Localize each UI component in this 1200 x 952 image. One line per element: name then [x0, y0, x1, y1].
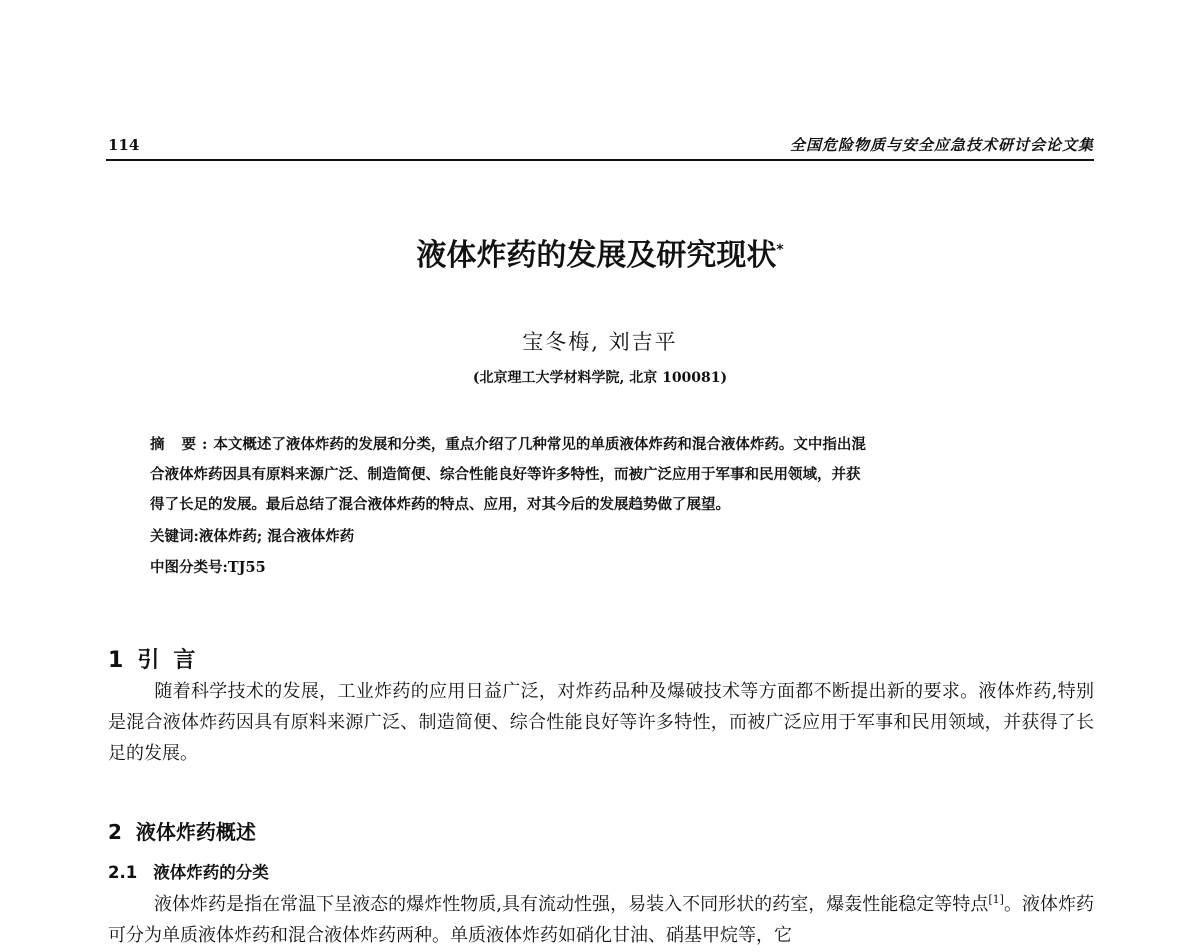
page-number: 114	[108, 136, 140, 154]
section-2-number: 2	[108, 820, 122, 844]
section-1-heading	[108, 643, 209, 674]
classification-label: 中图分类号:	[150, 559, 228, 576]
section-2-1-paragraph	[108, 884, 1094, 951]
section-2-1-paragraph-start: 液体炸药是指在常温下呈液态的爆炸性物质,具有流动性强，易装入不同形状的药室，爆轰性能稳定等特点	[154, 894, 989, 915]
abstract-line-2: 合液体炸药因具有原料来源广泛、制造简便、综合性能良好等许多特性，而被广泛应用于军事和民用领域，并获	[150, 466, 861, 483]
classification-line	[150, 551, 1055, 584]
section-1-title: 引言	[137, 648, 210, 673]
keywords-line	[150, 520, 1055, 553]
authors: 宝冬梅, 刘吉平	[522, 330, 678, 354]
abstract-block	[150, 430, 1055, 584]
classification-value: TJ55	[227, 559, 266, 576]
citation-ref[interactable]: [1]	[988, 893, 1004, 906]
title-footnote-mark: *	[776, 242, 784, 258]
section-2-1-title: 液体炸药的分类	[153, 863, 269, 882]
section-2-1-number: 2.1	[108, 863, 138, 882]
section-2-heading	[108, 816, 256, 845]
abstract-line-1	[150, 430, 1055, 460]
section-1-paragraph-text: 随着科学技术的发展，工业炸药的应用日益广泛，对炸药品种及爆破技术等方面都不断提出新的要求。液体炸药,特别是混合液体炸药因具有原料来源广泛、制造简便、综合性能良好等许多特性，而被广泛应用于军事和民用领域，并获得了长足的发展。	[108, 681, 1094, 764]
section-1-number: 1	[108, 648, 124, 673]
section-2-title: 液体炸药概述	[135, 820, 256, 844]
abstract-line-3: 得了长足的发展。最后总结了混合液体炸药的特点、应用，对其今后的发展趋势做了展望。	[150, 496, 730, 513]
running-head: 全国危险物质与安全应急技术研讨会论文集	[789, 136, 1094, 154]
keywords-value: 液体炸药; 混合液体炸药	[198, 528, 355, 545]
abstract-label: 摘 要:	[150, 436, 214, 453]
paper-title-text: 液体炸药的发展及研究现状	[416, 238, 777, 273]
header-rule	[106, 159, 1094, 161]
section-1-paragraph	[108, 676, 1094, 769]
keywords-label: 关键词:	[150, 528, 199, 545]
section-2-1-paragraph-end: 。液体炸药可分为单质液体炸药和混合液体炸药两种。单质液体炸药如硝化甘油、硝基甲烷等，它	[108, 894, 1095, 946]
affiliation: (北京理工大学材料学院, 北京 100081)	[472, 370, 728, 386]
paper-title	[0, 230, 1200, 274]
abstract-text-1: 本文概述了液体炸药的发展和分类，重点介绍了几种常见的单质液体炸药和混合液体炸药。文中指出混	[213, 436, 866, 453]
section-2-1-heading	[108, 859, 269, 883]
